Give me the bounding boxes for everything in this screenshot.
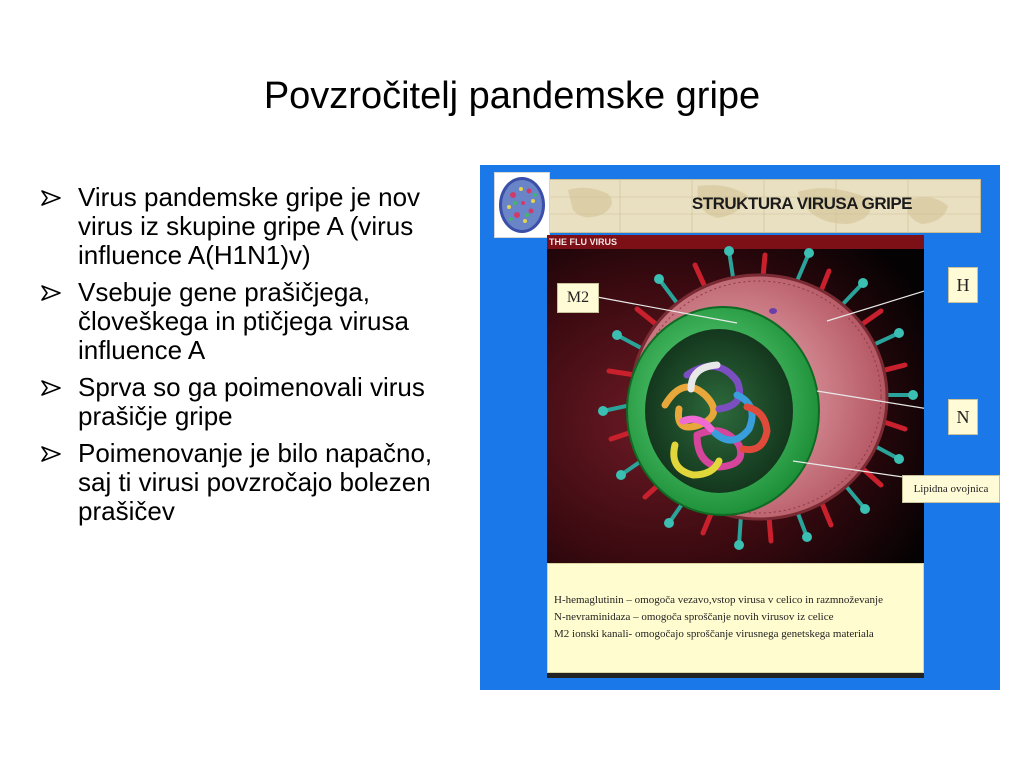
figure-legend [547, 563, 924, 673]
arrow-bullet-icon [40, 445, 62, 463]
lipid-envelope-label: Lipidna ovojnica [902, 475, 1000, 503]
virus-micrograph-image [494, 172, 550, 238]
bullet-item [40, 439, 470, 526]
figure-title: STRUKTURA VIRUSA GRIPE [691, 194, 912, 213]
flu-virus-illustration [547, 235, 924, 563]
n-label: N [948, 399, 978, 435]
art-caption: THE FLU VIRUS [547, 235, 924, 249]
bullet-text: Virus pandemske gripe je nov virus iz skupine gripe A (virus influence A(H1N1)v) [78, 182, 421, 270]
bullet-item [40, 373, 470, 431]
slide-title: Povzročitelj pandemske gripe [263, 75, 761, 117]
arrow-bullet-icon [40, 189, 62, 207]
m2-label: M2 [557, 283, 599, 313]
bullet-text: Sprva so ga poimenovali virus prašičje gripe [78, 372, 425, 431]
bullet-item [40, 278, 470, 365]
arrow-bullet-icon [40, 379, 62, 397]
bullet-item [40, 183, 470, 270]
legend-bottom-strip [547, 673, 924, 678]
legend-line-n: N-nevraminidaza – omogoča sproščanje novih virusov iz celice [554, 611, 834, 623]
virus-structure-figure [480, 165, 1000, 690]
legend-line-h: H-hemaglutinin – omogoča vezavo,vstop virusa v celico in razmnoževanje [554, 594, 883, 606]
arrow-bullet-icon [40, 284, 62, 302]
figure-header [547, 179, 981, 233]
bullet-list [40, 183, 470, 534]
legend-line-m2: M2 ionski kanali- omogočajo sproščanje virusnega genetskega materiala [554, 628, 874, 640]
h-label: H [948, 267, 978, 303]
bullet-text: Vsebuje gene prašičjega, človeškega in ptičjega virusa influence A [78, 277, 409, 365]
bullet-text: Poimenovanje je bilo napačno, saj ti virusi povzročajo bolezen prašičev [78, 438, 433, 526]
